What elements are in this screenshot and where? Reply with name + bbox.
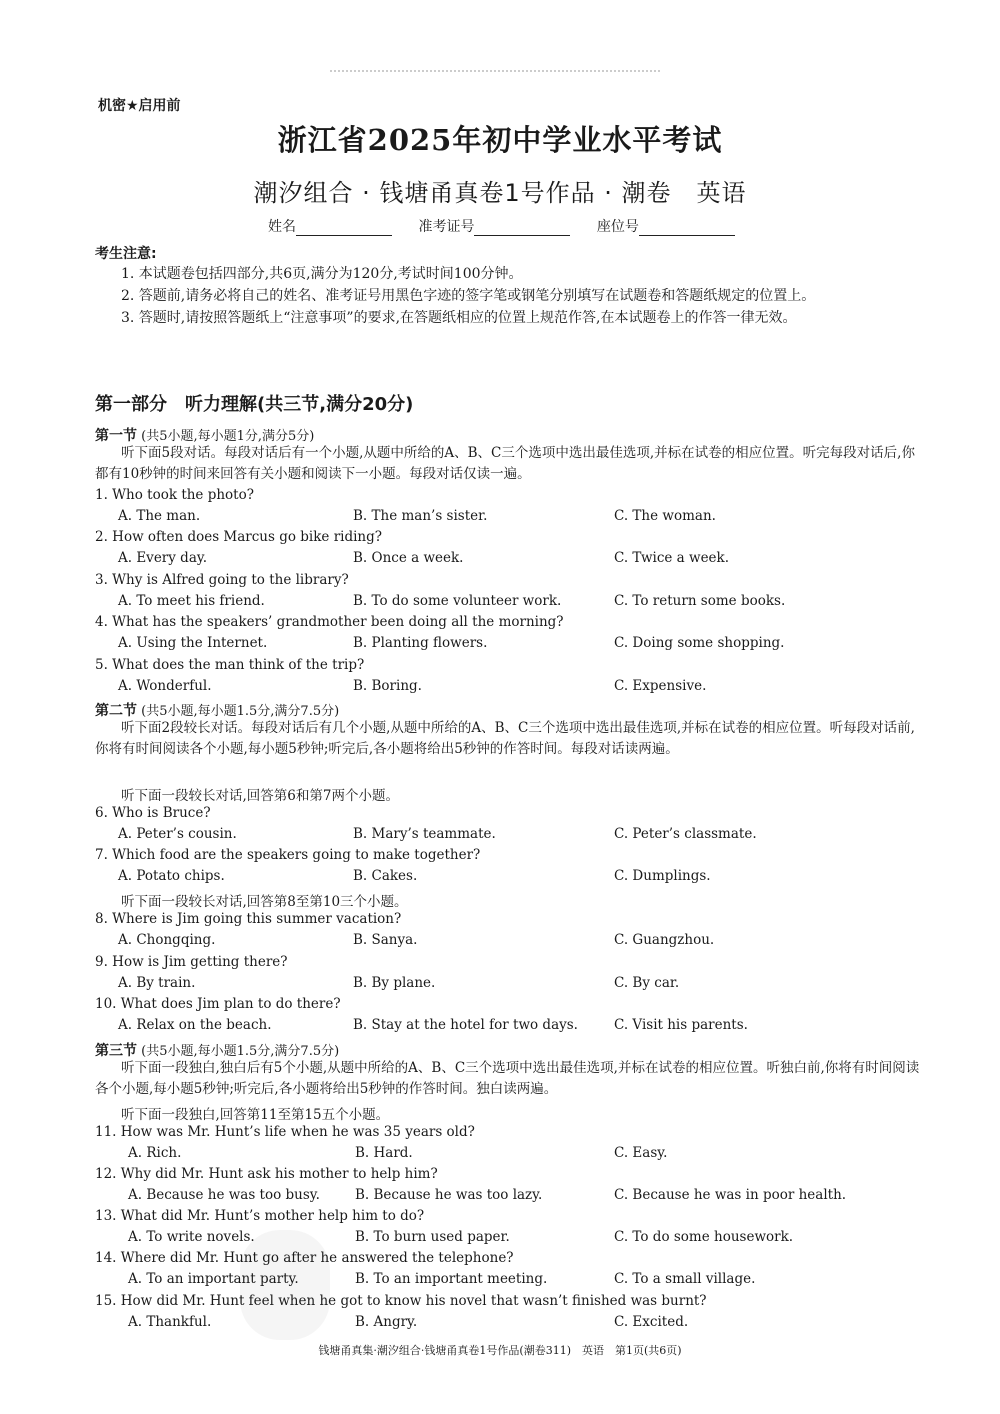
option-b: B. Mary’s teammate. xyxy=(353,826,496,842)
option-c: C. Doing some shopping. xyxy=(614,635,785,651)
option-c: C. Guangzhou. xyxy=(614,932,715,948)
option-a: A. Because he was too busy. xyxy=(128,1187,320,1203)
question-text: 1. Who took the photo? xyxy=(95,487,254,503)
option-b: B. To burn used paper. xyxy=(355,1229,510,1245)
option-a: A. To meet his friend. xyxy=(118,593,265,609)
option-b: B. Angry. xyxy=(355,1314,418,1330)
option-b: B. Hard. xyxy=(355,1145,413,1161)
option-a: A. Thankful. xyxy=(128,1314,212,1330)
option-c: C. Twice a week. xyxy=(614,550,730,566)
question-text: 10. What does Jim plan to do there? xyxy=(95,996,341,1012)
option-c: C. Peter’s classmate. xyxy=(614,826,757,842)
option-a: A. Every day. xyxy=(118,550,207,566)
option-c: C. Easy. xyxy=(614,1145,668,1161)
student-info-fields xyxy=(268,216,757,236)
exam-id-field[interactable] xyxy=(474,221,570,236)
section-2-instructions: 听下面2段较长对话。每段对话后有几个小题,从题中所给的A、B、C三个选项中选出最佳选项,并标在试卷的相应位置。听每段对话前,你将有时间阅读各个小题,每小题5秒钟;听完后,各小题将给出5秒钟的作答时间。每段对话读两遍。 xyxy=(95,720,915,757)
question-text: 14. Where did Mr. Hunt go after he answered the telephone? xyxy=(95,1250,514,1266)
option-a: A. Rich. xyxy=(128,1145,182,1161)
option-a: A. By train. xyxy=(118,975,196,991)
question-text: 12. Why did Mr. Hunt ask his mother to help him? xyxy=(95,1166,438,1182)
option-b: B. Cakes. xyxy=(353,868,418,884)
option-a: A. To an important party. xyxy=(128,1271,299,1287)
option-c: C. By car. xyxy=(614,975,680,991)
confidential-label: 机密★启用前 xyxy=(98,98,181,114)
option-b: B. Stay at the hotel for two days. xyxy=(353,1017,578,1033)
section-3-instructions: 听下面一段独白,独白后有5个小题,从题中所给的A、B、C三个选项中选出最佳选项,并标在试卷的相应位置。听独白前,你将有时间阅读各个小题,每小题5秒钟;听完后,各小题将给出5秒钟的作答时间。独白读两遍。 xyxy=(95,1060,920,1097)
question-text: 13. What did Mr. Hunt’s mother help him to do? xyxy=(95,1208,425,1224)
section-title: 第一节 xyxy=(95,428,137,444)
section-title: 第三节 xyxy=(95,1043,137,1059)
option-a: A. Chongqing. xyxy=(118,932,216,948)
option-b: B. Sanya. xyxy=(353,932,418,948)
option-a: A. Wonderful. xyxy=(118,678,212,694)
option-b: B. To do some volunteer work. xyxy=(353,593,562,609)
question-text: 5. What does the man think of the trip? xyxy=(95,657,365,673)
option-c: C. Excited. xyxy=(614,1314,689,1330)
section-1-heading xyxy=(95,425,314,445)
name-label: 姓名 xyxy=(268,219,296,235)
option-a: A. The man. xyxy=(118,508,201,524)
exam-title: 浙江省2025年初中学业水平考试 xyxy=(277,123,723,157)
question-text: 8. Where is Jim going this summer vacation? xyxy=(95,911,402,927)
question-text: 15. How did Mr. Hunt feel when he got to know his novel that wasn’t finished was burnt? xyxy=(95,1293,707,1309)
question-text: 3. Why is Alfred going to the library? xyxy=(95,572,349,588)
name-field[interactable] xyxy=(296,221,392,236)
page-footer: 钱塘甬真集·潮汐组合·钱塘甬真卷1号作品(潮卷311) 英语 第1页(共6页) xyxy=(318,1344,682,1357)
notice-item: 1. 本试题卷包括四部分,共6页,满分为120分,考试时间100分钟。 xyxy=(121,266,523,282)
option-a: A. Peter’s cousin. xyxy=(118,826,237,842)
section-score: (共5小题,每小题1分,满分5分) xyxy=(141,429,315,444)
option-a: A. Relax on the beach. xyxy=(118,1017,272,1033)
option-a: A. Potato chips. xyxy=(118,868,225,884)
option-b: B. The man’s sister. xyxy=(353,508,488,524)
section-3-heading xyxy=(95,1040,339,1060)
option-b: B. Boring. xyxy=(353,678,422,694)
seat-field[interactable] xyxy=(639,221,735,236)
section-2-sub1: 听下面一段较长对话,回答第6和第7两个小题。 xyxy=(121,788,399,804)
option-c: C. Dumplings. xyxy=(614,868,711,884)
section-3-sub1: 听下面一段独白,回答第11至第15五个小题。 xyxy=(121,1107,390,1123)
option-b: B. Planting flowers. xyxy=(353,635,488,651)
option-b: B. Once a week. xyxy=(353,550,464,566)
option-c: C. To do some housework. xyxy=(614,1229,794,1245)
option-c: C. Because he was in poor health. xyxy=(614,1187,847,1203)
question-text: 9. How is Jim getting there? xyxy=(95,954,288,970)
section-score: (共5小题,每小题1.5分,满分7.5分) xyxy=(141,704,340,719)
option-b: B. To an important meeting. xyxy=(355,1271,548,1287)
section-score: (共5小题,每小题1.5分,满分7.5分) xyxy=(141,1044,340,1059)
option-c: C. Visit his parents. xyxy=(614,1017,748,1033)
part-title: 第一部分 听力理解(共三节,满分20分) xyxy=(95,394,414,415)
option-b: B. Because he was too lazy. xyxy=(355,1187,543,1203)
seat-label: 座位号 xyxy=(596,219,639,235)
option-c: C. The woman. xyxy=(614,508,716,524)
question-text: 7. Which food are the speakers going to make together? xyxy=(95,847,481,863)
question-text: 2. How often does Marcus go bike riding? xyxy=(95,529,383,545)
option-a: A. Using the Internet. xyxy=(118,635,268,651)
option-a: A. To write novels. xyxy=(128,1229,255,1245)
notice-list xyxy=(95,263,925,329)
notice-item: 3. 答题时,请按照答题纸上“注意事项”的要求,在答题纸相应的位置上规范作答,在本试题卷上的作答一律无效。 xyxy=(121,310,797,326)
question-text: 11. How was Mr. Hunt’s life when he was 35 years old? xyxy=(95,1124,475,1140)
option-c: C. To a small village. xyxy=(614,1271,756,1287)
exam-id-label: 准考证号 xyxy=(418,219,475,235)
section-2-sub2: 听下面一段较长对话,回答第8至第10三个小题。 xyxy=(121,894,408,910)
section-title: 第二节 xyxy=(95,703,137,719)
notice-heading: 考生注意: xyxy=(95,246,157,262)
option-c: C. To return some books. xyxy=(614,593,786,609)
notice-item: 2. 答题前,请务必将自己的姓名、准考证号用黑色字迹的签字笔或钢笔分别填写在试题卷和答题纸规定的位置上。 xyxy=(121,288,816,304)
scan-artifact xyxy=(330,70,660,78)
option-c: C. Expensive. xyxy=(614,678,707,694)
section-1-instructions: 听下面5段对话。每段对话后有一个小题,从题中所给的A、B、C三个选项中选出最佳选项,并标在试卷的相应位置。听完每段对话后,你都有10秒钟的时间来回答有关小题和阅读下一小题。每段对话仅读一遍。 xyxy=(95,445,915,482)
question-text: 4. What has the speakers’ grandmother been doing all the morning? xyxy=(95,614,564,630)
section-2-heading xyxy=(95,700,339,720)
question-text: 6. Who is Bruce? xyxy=(95,805,211,821)
exam-subtitle: 潮汐组合 · 钱塘甬真卷1号作品 · 潮卷 英语 xyxy=(253,179,747,207)
option-b: B. By plane. xyxy=(353,975,436,991)
